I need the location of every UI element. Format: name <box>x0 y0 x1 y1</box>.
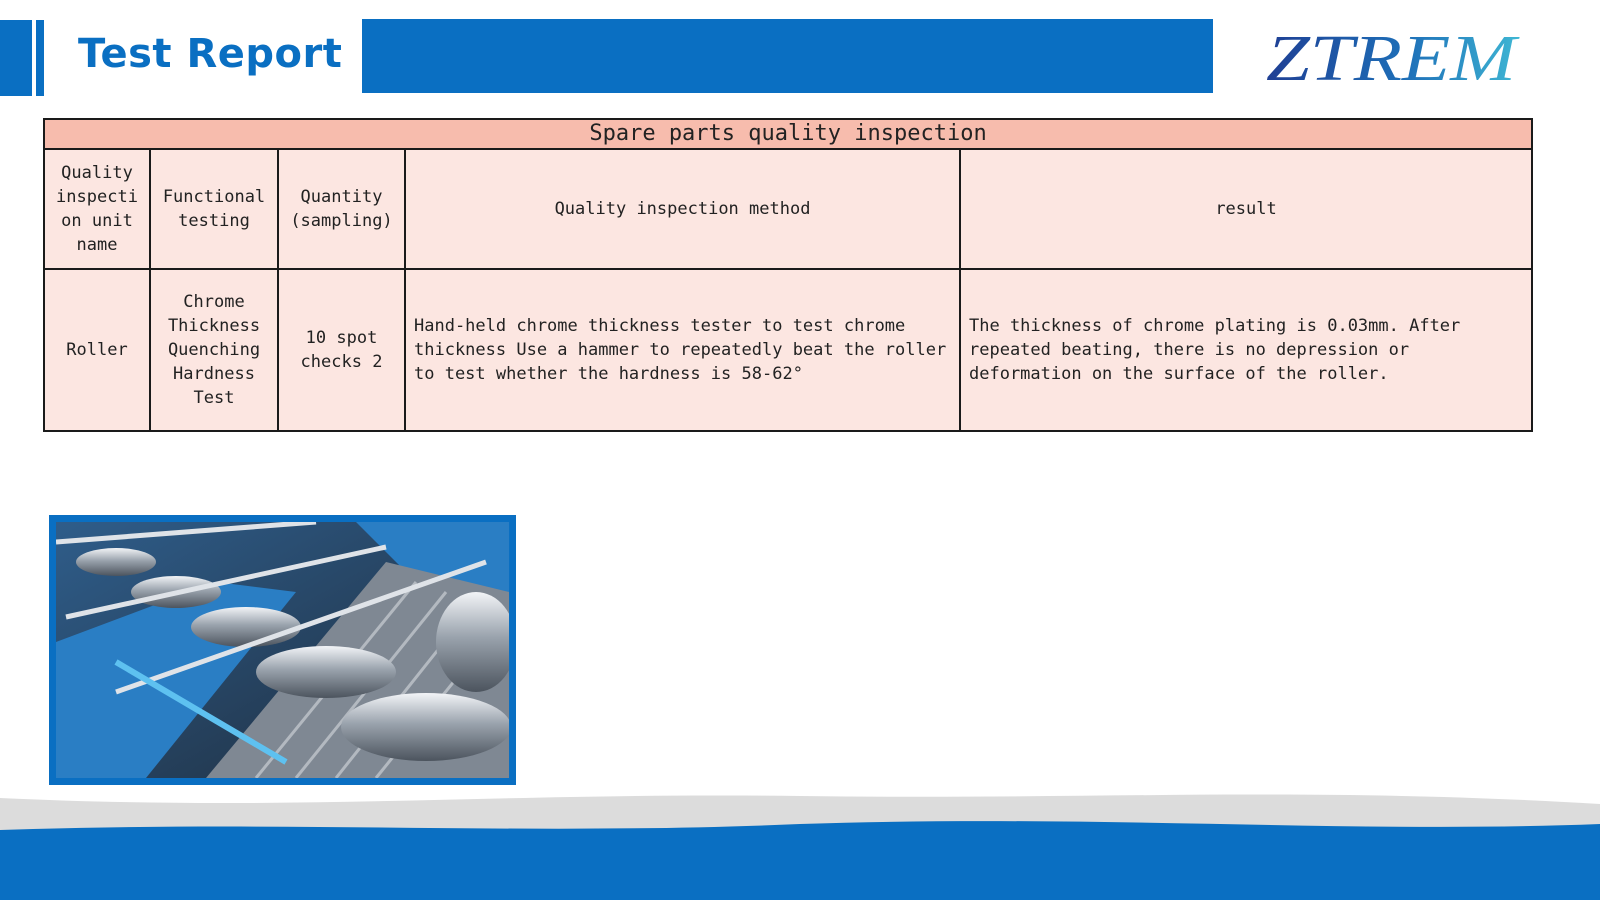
cell-method: Hand-held chrome thickness tester to test chrome thickness Use a hammer to repeatedly beat the roller to test whether the hardness is 58-62° <box>405 269 960 431</box>
page-title: Test Report <box>78 31 343 77</box>
table-caption-row <box>44 119 1532 149</box>
cell-unit-name: Roller <box>44 269 150 431</box>
logo-text: ZTREM <box>1266 22 1521 95</box>
cell-functional-testing: Chrome Thickness Quenching Hardness Test <box>150 269 278 431</box>
roller-photo-illustration <box>56 522 509 778</box>
header-method: Quality inspection method <box>405 149 960 269</box>
inspection-table <box>43 118 1533 432</box>
company-logo-graphic <box>1228 22 1558 98</box>
header-result: result <box>960 149 1532 269</box>
roller-machine-photo <box>49 515 516 785</box>
left-accent-bar <box>0 20 32 96</box>
company-logo <box>1228 22 1558 98</box>
left-accent-bar-thin <box>36 20 44 96</box>
table-row <box>44 269 1532 431</box>
table-caption: Spare parts quality inspection <box>44 119 1532 149</box>
header-unit-name: Quality inspecti on unit name <box>44 149 150 269</box>
header-band <box>362 19 1213 93</box>
footer-wave <box>0 790 1600 900</box>
cell-result: The thickness of chrome plating is 0.03mm. After repeated beating, there is no depression or deformation on the surface of the roller. <box>960 269 1532 431</box>
table-header-row <box>44 149 1532 269</box>
header-quantity: Quantity (sampling) <box>278 149 405 269</box>
cell-quantity: 10 spot checks 2 <box>278 269 405 431</box>
header-functional-testing: Functional testing <box>150 149 278 269</box>
